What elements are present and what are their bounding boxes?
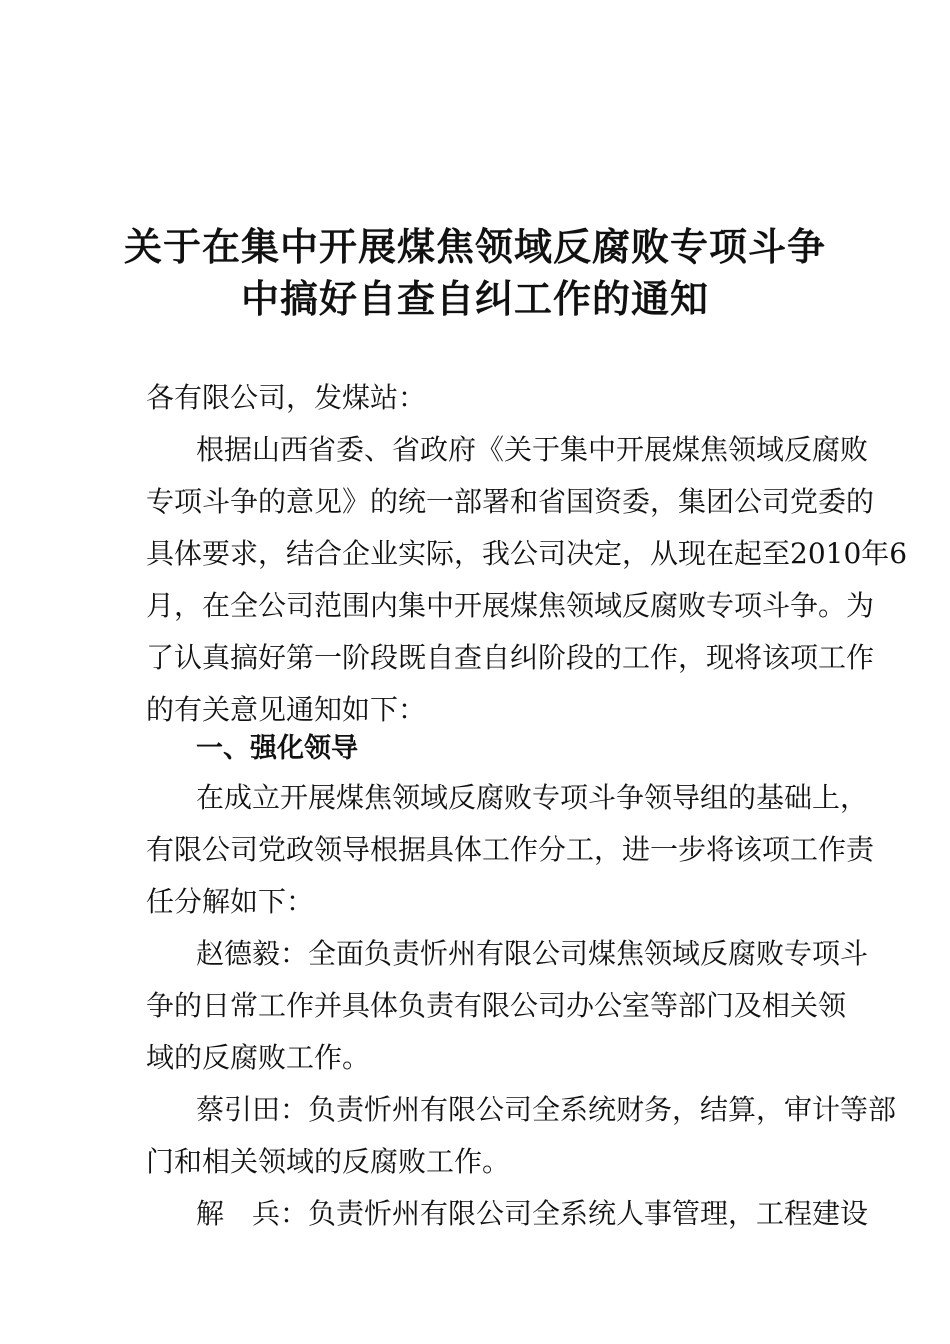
body-line: 任分解如下： xyxy=(146,885,315,918)
body-line: 有限公司党政领导根据具体工作分工，进一步将该项工作责 xyxy=(146,833,875,866)
body-line: 具体要求，结合企业实际，我公司决定，从现在起至2010年6 xyxy=(146,537,908,570)
body-line: 在成立开展煤焦领域反腐败专项斗争领导组的基础上， xyxy=(196,781,869,814)
body-line: 争的日常工作并具体负责有限公司办公室等部门及相关领 xyxy=(146,989,847,1022)
body-line: 赵德毅：全面负责忻州有限公司煤焦领域反腐败专项斗 xyxy=(196,937,869,970)
section-heading: 一、强化领导 xyxy=(196,733,358,764)
body-line: 蔡引田：负责忻州有限公司全系统财务，结算，审计等部 xyxy=(196,1093,897,1126)
body-line: 专项斗争的意见》的统一部署和省国资委，集团公司党委的 xyxy=(146,485,875,518)
body-line: 了认真搞好第一阶段既自查自纠阶段的工作，现将该项工作 xyxy=(146,641,875,674)
body-line: 根据山西省委、省政府《关于集中开展煤焦领域反腐败 xyxy=(196,433,869,466)
body-line: 的有关意见通知如下： xyxy=(146,693,427,726)
body-line: 解 兵：负责忻州有限公司全系统人事管理，工程建设 xyxy=(196,1197,869,1230)
body-line: 月，在全公司范围内集中开展煤焦领域反腐败专项斗争。为 xyxy=(146,589,875,622)
body-line: 域的反腐败工作。 xyxy=(146,1041,371,1074)
document-title-line-1: 关于在集中开展煤焦领域反腐败专项斗争 xyxy=(123,224,826,269)
document-title-line-2: 中搞好自查自纠工作的通知 xyxy=(240,276,709,321)
salutation: 各有限公司，发煤站： xyxy=(146,381,427,414)
body-line: 门和相关领域的反腐败工作。 xyxy=(146,1145,511,1178)
